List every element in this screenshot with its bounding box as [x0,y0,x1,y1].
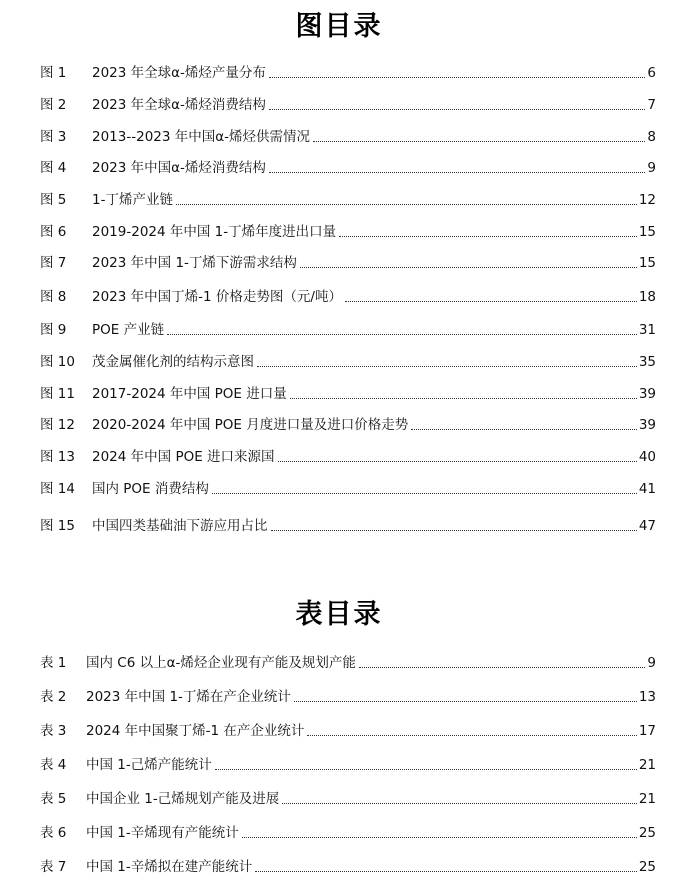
toc-entry-caption: 中国企业 1-己烯规划产能及进展 [86,791,280,807]
toc-entry-page-number: 41 [638,481,656,497]
toc-entry-page-number: 21 [638,757,656,773]
toc-entry-caption: 2017-2024 年中国 POE 进口量 [92,386,287,402]
toc-entry-page-number: 9 [647,160,656,176]
dotted-leader [359,667,646,668]
toc-entry-label: 图 12 [40,417,75,433]
toc-entry[interactable] [40,157,656,177]
toc-entry-caption: 2019-2024 年中国 1-丁烯年度进出口量 [92,224,337,240]
toc-entry-page-number: 25 [638,825,656,841]
toc-entry-caption: 2020-2024 年中国 POE 月度进口量及进口价格走势 [92,417,409,433]
dotted-leader [215,769,637,770]
toc-entry-label: 图 14 [40,481,75,497]
toc-entry-label: 图 10 [40,354,75,370]
toc-entry-caption: 2023 年中国丁烯-1 价格走势图（元/吨） [92,289,342,305]
toc-entry-page-number: 39 [638,417,656,433]
toc-entry[interactable] [40,720,656,740]
toc-entry-label: 图 2 [40,97,67,113]
toc-entry-page-number: 9 [647,655,656,671]
dotted-leader [307,735,636,736]
toc-entry-page-number: 31 [638,322,656,338]
dotted-leader [257,366,637,367]
toc-entry-page-number: 47 [638,518,656,534]
toc-entry[interactable] [40,319,656,339]
toc-entry-page-number: 40 [638,449,656,465]
dotted-leader [269,109,645,110]
toc-entry-label: 图 5 [40,192,67,208]
toc-entry-label: 图 11 [40,386,75,402]
toc-entry[interactable] [40,478,656,498]
toc-entry[interactable] [40,221,656,241]
toc-entry-page-number: 15 [638,224,656,240]
toc-entry[interactable] [40,686,656,706]
toc-entry-label: 表 4 [40,757,67,773]
toc-entry-label: 图 15 [40,518,75,534]
dotted-leader [294,701,637,702]
toc-entry-caption: 2024 年中国聚丁烯-1 在产企业统计 [86,723,305,739]
toc-entry-caption: 1-丁烯产业链 [92,192,173,208]
toc-entry-page-number: 8 [647,129,656,145]
toc-entry[interactable] [40,286,656,306]
toc-entry-label: 表 2 [40,689,67,705]
toc-entry-label: 表 7 [40,859,67,875]
toc-entry-label: 图 3 [40,129,67,145]
toc-entry[interactable] [40,62,656,82]
toc-entry[interactable] [40,189,656,209]
toc-entry[interactable] [40,383,656,403]
toc-entry-label: 图 6 [40,224,67,240]
toc-entry[interactable] [40,788,656,808]
toc-entry[interactable] [40,822,656,842]
dotted-leader [269,77,645,78]
toc-entry-caption: 2024 年中国 POE 进口来源国 [92,449,275,465]
toc-entry-caption: 中国 1-己烯产能统计 [86,757,212,773]
toc-entry-page-number: 35 [638,354,656,370]
toc-entry-caption: POE 产业链 [92,322,165,338]
toc-entry-page-number: 15 [638,255,656,271]
toc-entry-caption: 国内 C6 以上α-烯烃企业现有产能及规划产能 [86,655,356,671]
dotted-leader [300,267,637,268]
dotted-leader [278,461,637,462]
toc-entry-caption: 国内 POE 消费结构 [92,481,209,497]
toc-entry-caption: 2023 年中国 1-丁烯在产企业统计 [86,689,291,705]
toc-entry-caption: 2013--2023 年中国α-烯烃供需情况 [92,129,311,145]
toc-entry-label: 图 1 [40,65,67,81]
toc-entry-caption: 中国四类基础油下游应用占比 [92,518,268,534]
toc-entry[interactable] [40,515,656,535]
toc-entry-page-number: 25 [638,859,656,875]
toc-entry[interactable] [40,94,656,114]
dotted-leader [176,204,637,205]
toc-entry-label: 表 1 [40,655,67,671]
dotted-leader [271,530,637,531]
toc-entry-caption: 2023 年全球α-烯烃产量分布 [92,65,266,81]
toc-entry-page-number: 18 [638,289,656,305]
toc-entry-caption: 中国 1-辛烯拟在建产能统计 [86,859,253,875]
dotted-leader [290,398,637,399]
dotted-leader [167,334,637,335]
toc-entry-page-number: 12 [638,192,656,208]
toc-entry-caption: 2023 年中国 1-丁烯下游需求结构 [92,255,297,271]
toc-entry-caption: 2023 年中国α-烯烃消费结构 [92,160,266,176]
toc-entry[interactable] [40,126,656,146]
dotted-leader [242,837,637,838]
toc-entry-caption: 2023 年全球α-烯烃消费结构 [92,97,266,113]
toc-entry-label: 表 3 [40,723,67,739]
toc-entry-label: 图 13 [40,449,75,465]
toc-entry-label: 图 7 [40,255,67,271]
toc-entry[interactable] [40,414,656,434]
dotted-leader [345,301,637,302]
figure-list-title: 图目录 [295,11,383,42]
toc-entry-label: 图 9 [40,322,67,338]
dotted-leader [212,493,637,494]
toc-entry-label: 图 8 [40,289,67,305]
dotted-leader [411,429,637,430]
dotted-leader [339,236,637,237]
toc-entry[interactable] [40,652,656,672]
toc-entry-page-number: 17 [638,723,656,739]
toc-entry-label: 图 4 [40,160,67,176]
toc-entry-label: 表 5 [40,791,67,807]
table-list-title: 表目录 [295,599,383,630]
dotted-leader [313,141,645,142]
toc-entry-label: 表 6 [40,825,67,841]
toc-entry[interactable] [40,754,656,774]
toc-entry[interactable] [40,252,656,272]
toc-entry[interactable] [40,856,656,876]
dotted-leader [269,172,645,173]
dotted-leader [282,803,637,804]
toc-entry-page-number: 39 [638,386,656,402]
toc-entry-page-number: 13 [638,689,656,705]
toc-entry-caption: 茂金属催化剂的结构示意图 [92,354,254,370]
toc-entry-caption: 中国 1-辛烯现有产能统计 [86,825,239,841]
toc-entry[interactable] [40,351,656,371]
toc-entry[interactable] [40,446,656,466]
toc-entry-page-number: 7 [647,97,656,113]
toc-entry-page-number: 21 [638,791,656,807]
dotted-leader [255,871,637,872]
toc-entry-page-number: 6 [647,65,656,81]
